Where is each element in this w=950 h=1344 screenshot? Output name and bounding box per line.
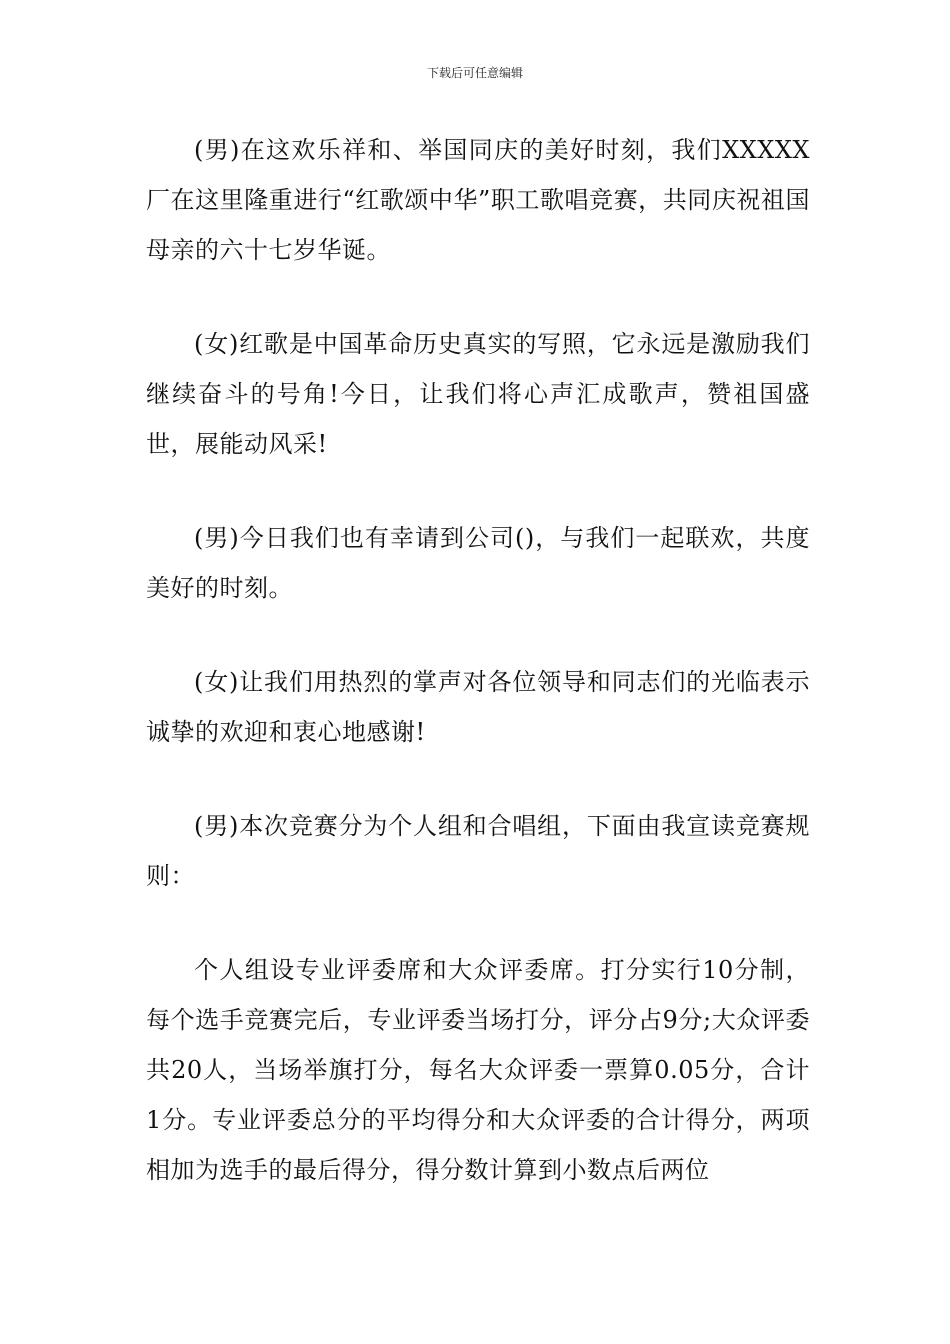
document-body xyxy=(146,125,810,1195)
paragraph-male-guests: (男)今日我们也有幸请到公司()，与我们一起联欢，共度美好的时刻。 xyxy=(146,524,810,602)
paragraph-female-red-songs: (女)红歌是中国革命历史真实的写照，它永远是激励我们继续奋斗的号角!今日，让我们将心声汇成歌声，赞祖国盛世，展能动风采! xyxy=(146,330,810,458)
page-header-note: 下载后可任意编辑 xyxy=(426,66,523,80)
paragraph-male-rules-intro: (男)本次竞赛分为个人组和合唱组，下面由我宣读竞赛规则： xyxy=(146,812,810,890)
paragraph-male-opening: (男)在这欢乐祥和、举国同庆的美好时刻，我们XXXXX厂在这里隆重进行“红歌颂中华”职工歌唱竞赛，共同庆祝祖国母亲的六十七岁华诞。 xyxy=(146,136,810,264)
paragraph-scoring-rules: 个人组设专业评委席和大众评委席。打分实行10分制，每个选手竞赛完后，专业评委当场打分，评分占9分;大众评委共20人，当场举旗打分，每名大众评委一票算0.05分，合计1分。专业评委总分的平均得分和大众评委的合计得分，两项相加为选手的最后得分，得分数计算到小数点后两位 xyxy=(146,956,810,1184)
paragraph-female-welcome: (女)让我们用热烈的掌声对各位领导和同志们的光临表示诚挚的欢迎和衷心地感谢! xyxy=(146,668,810,746)
